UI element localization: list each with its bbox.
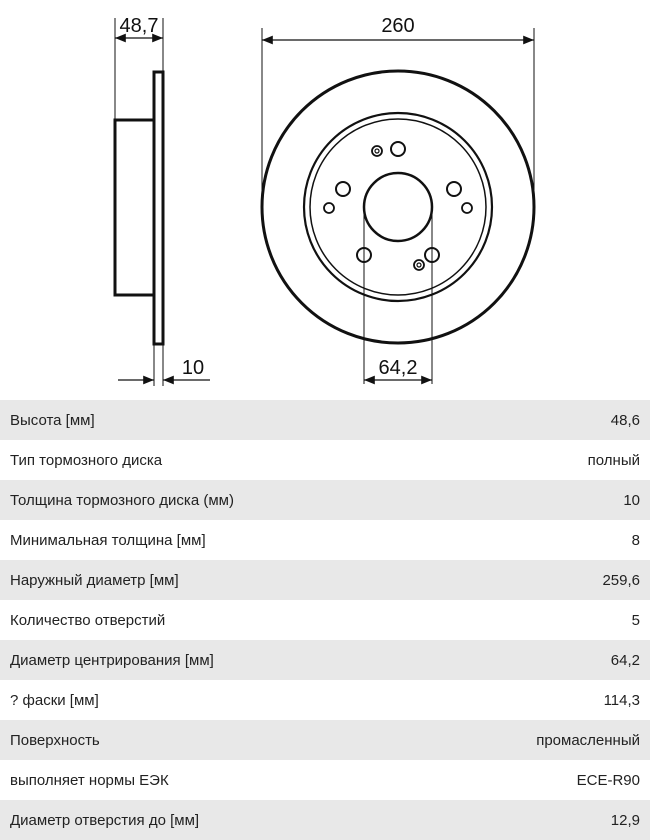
spec-label: Высота [мм]: [10, 411, 95, 429]
spec-label: выполняет нормы ЕЭК: [10, 771, 169, 789]
stud-hole: [336, 182, 350, 196]
disc-hub: [115, 120, 154, 295]
table-row: [0, 680, 650, 720]
table-row: [0, 480, 650, 520]
locating-hole: [462, 203, 472, 213]
spec-label: Диаметр центрирования [мм]: [10, 651, 214, 669]
table-row: [0, 720, 650, 760]
brake-disc-drawing: [0, 0, 650, 400]
outer-rim: [262, 71, 534, 343]
spec-label: Наружный диаметр [мм]: [10, 571, 179, 589]
locating-hole: [417, 263, 421, 267]
thickness-dimension-label: 10: [181, 357, 205, 379]
spec-label: Толщина тормозного диска (мм): [10, 491, 234, 509]
spec-value: полный: [587, 451, 640, 469]
stud-hole: [447, 182, 461, 196]
spec-label: Минимальная толщина [мм]: [10, 531, 206, 549]
locating-hole: [324, 203, 334, 213]
center-bore: [364, 173, 432, 241]
specifications-table: [0, 400, 650, 840]
spec-label: ? фаски [мм]: [10, 691, 99, 709]
spec-value: 8: [631, 531, 640, 549]
spec-value: 10: [623, 491, 640, 509]
center-bore-label: 64,2: [378, 357, 418, 379]
outer-diameter-label: 260: [381, 15, 415, 37]
front-view: [262, 28, 534, 384]
table-row: [0, 640, 650, 680]
spec-value: 259,6: [602, 571, 640, 589]
spec-value: промасленный: [536, 731, 640, 749]
spec-value: 114,3: [603, 691, 640, 709]
spec-label: Поверхность: [10, 731, 100, 749]
spec-value: 12,9: [610, 811, 640, 829]
locating-hole: [375, 149, 379, 153]
table-row: [0, 760, 650, 800]
table-row: [0, 400, 650, 440]
stud-hole: [391, 142, 405, 156]
locating-hole: [414, 260, 424, 270]
spec-label: Количество отверстий: [10, 611, 166, 629]
spec-value: 5: [631, 611, 640, 629]
table-row: [0, 800, 650, 840]
spec-label: Диаметр отверстия до [мм]: [10, 811, 200, 829]
spec-value: 48,6: [610, 411, 640, 429]
table-row: [0, 600, 650, 640]
spec-value: 64,2: [610, 651, 640, 669]
height-dimension-label: 48,7: [119, 15, 159, 37]
table-row: [0, 560, 650, 600]
spec-value: ECE-R90: [576, 771, 640, 789]
locating-hole: [372, 146, 382, 156]
table-row: [0, 440, 650, 480]
spec-label: Тип тормозного диска: [10, 451, 163, 469]
table-row: [0, 520, 650, 560]
hub-inner-ring: [310, 119, 486, 295]
side-profile-view: [115, 18, 210, 386]
